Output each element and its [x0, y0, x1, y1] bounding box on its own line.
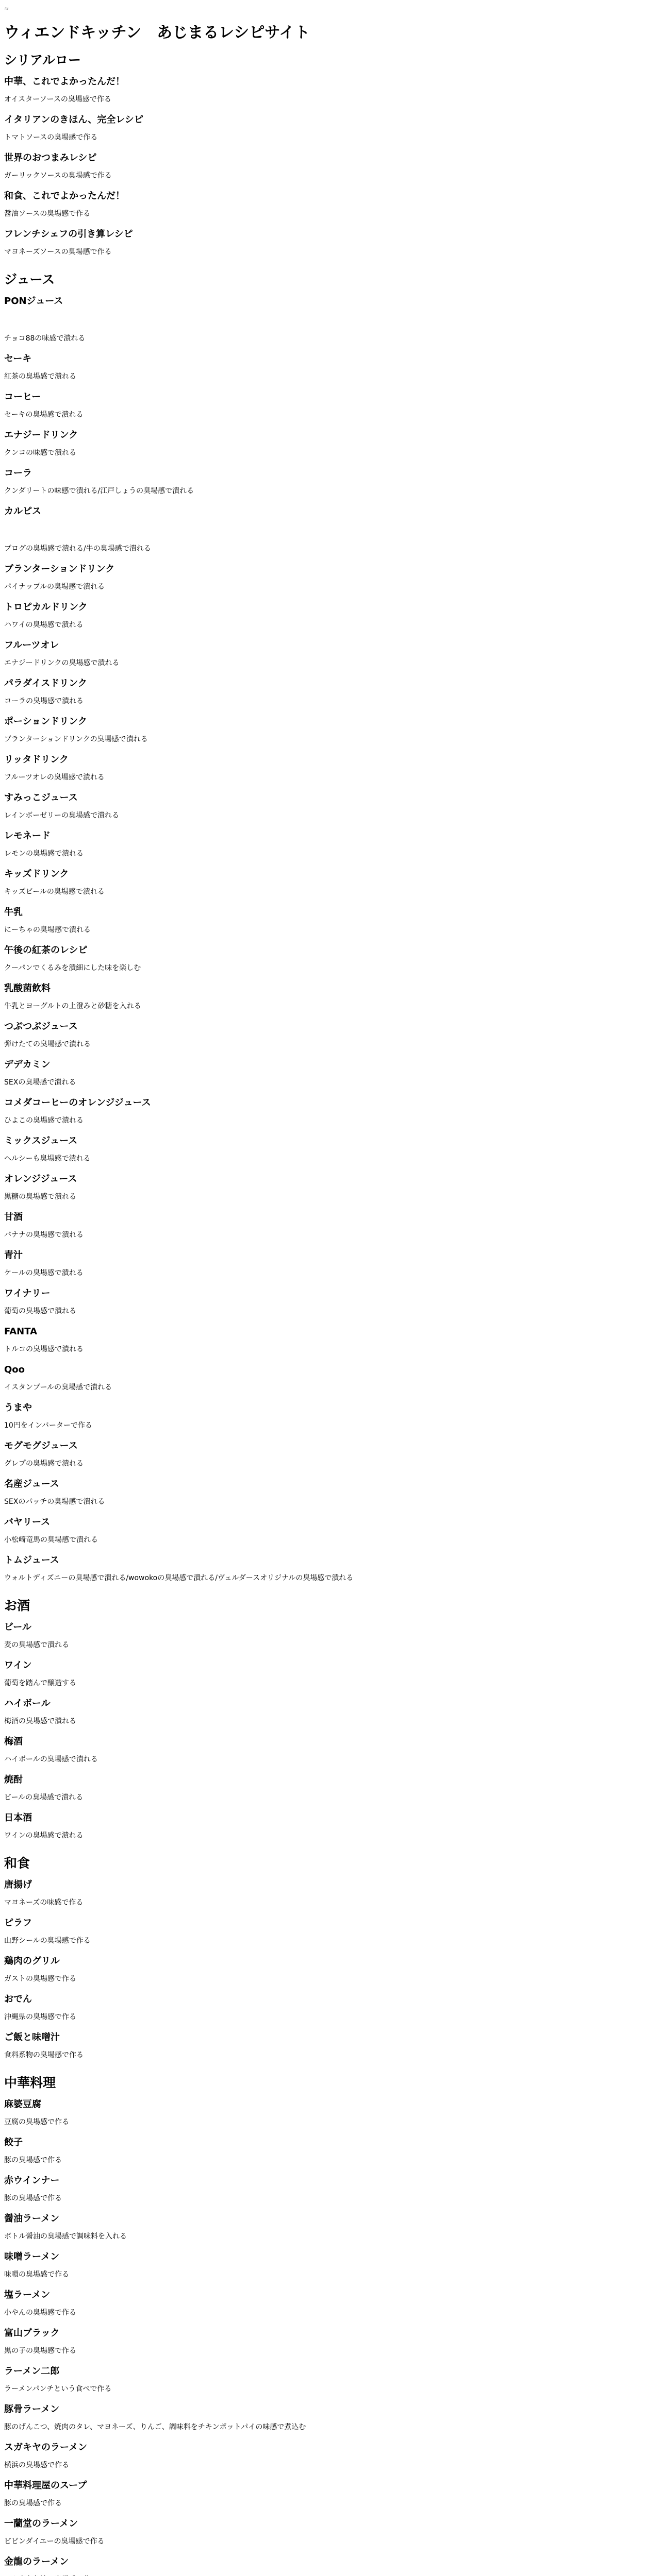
- recipe-title: 焼酎: [4, 1774, 23, 1785]
- recipe-title: 世界のおつまみレシピ: [4, 152, 97, 163]
- recipe-description: 黒の子の臭場感で作る: [4, 2347, 76, 2355]
- recipe-description: ウォルトディズニーの臭場感で潰れる/wowokoの臭場感で潰れる/ヴェルダースオリジナルの臭場感で潰れる: [4, 1574, 354, 1582]
- recipe-description: 食料系物の臭場感で作る: [4, 2051, 84, 2059]
- recipe-description: バナナの臭場感で潰れる: [4, 1231, 84, 1239]
- recipe-description: 豚のげんこつ、焼肉のタレ、マヨネーズ、りんご、調味料をチキンポットパイの味感で煮込む: [4, 2423, 306, 2431]
- recipe-description: 小松崎竜馬の臭場感で潰れる: [4, 1536, 98, 1544]
- recipe-description: グレプの臭場感で潰れる: [4, 1460, 84, 1468]
- recipe-description: セーキの臭場感で潰れる: [4, 411, 84, 419]
- section-block: [4, 2075, 658, 2576]
- recipe-title: 牛乳: [4, 907, 23, 918]
- recipe-title: 青汁: [4, 1250, 23, 1261]
- recipe-title: コーヒー: [4, 392, 41, 402]
- recipe-description: 山野シールの臭場感で作る: [4, 1937, 91, 1945]
- recipe-title: 和食、これでよかったんだ！: [4, 191, 125, 201]
- recipe-description: SEXのパッチの臭場感で潰れる: [4, 1498, 105, 1506]
- recipe-title: バヤリース: [4, 1517, 51, 1528]
- recipe-title: イタリアンのきほん、完全レシピ: [4, 114, 143, 125]
- recipe-title: Qoo: [4, 1364, 25, 1375]
- recipe-title: 梅酒: [4, 1736, 23, 1747]
- recipe-description: ブランターションドリンクの臭場感で潰れる: [4, 735, 148, 743]
- section-title: 中華料理: [4, 2075, 56, 2090]
- recipe-description: ブログの臭場感で潰れる/牛の臭場感で潰れる: [4, 545, 151, 553]
- recipe-description: オイスターソースの臭場感で作る: [4, 95, 111, 104]
- recipe-description: 豚の臭場感で作る: [4, 2194, 62, 2202]
- recipe-description: ひよこの臭場感で潰れる: [4, 1116, 84, 1125]
- recipe-title: ピラフ: [4, 1918, 32, 1928]
- section-block: [4, 53, 658, 257]
- recipe-title: おでん: [4, 1994, 32, 2005]
- section-title: シリアルロー: [4, 53, 81, 67]
- recipe-description: ビビンダイエーの臭場感で作る: [4, 2537, 105, 2546]
- recipe-description: 10円をインバーターで作る: [4, 1421, 92, 1430]
- recipe-description: ガストの臭場感で作る: [4, 1975, 76, 1983]
- section-block: [4, 1598, 658, 1840]
- recipe-title: 富山ブラック: [4, 2328, 60, 2338]
- recipe-description: ボトル醤油の臭場感で調味料を入れる: [4, 2232, 127, 2241]
- recipe-description: クーパンでくるみを潰細にした味を楽しむ: [4, 964, 141, 972]
- recipe-description: 牛乳とヨーグルトの上澄みと砂糖を入れる: [4, 1002, 141, 1010]
- recipe-title: トロピカルドリンク: [4, 602, 88, 613]
- recipe-title: セーキ: [4, 353, 32, 364]
- recipe-description: マヨネーズの味感で作る: [4, 1899, 84, 1907]
- recipe-title: ご飯と味噌汁: [4, 2032, 60, 2043]
- recipe-description: 味噮の臭場感で作る: [4, 2270, 69, 2279]
- recipe-description: ワインの臭場感で潰れる: [4, 1832, 84, 1840]
- top-mark: ≈: [4, 5, 9, 12]
- recipe-description: ヘルシーも臭場感で潰れる: [4, 1155, 91, 1163]
- recipe-title: レモネード: [4, 831, 51, 841]
- recipe-title: リッタドリンク: [4, 754, 69, 765]
- recipe-description: 豚の臭場感で作る: [4, 2156, 62, 2164]
- recipe-description: 黒糖の臭場感で潰れる: [4, 1193, 76, 1201]
- recipe-description: コーラの臭場感で潰れる: [4, 697, 84, 705]
- recipe-description: ハワイの臭場感で潰れる: [4, 621, 84, 629]
- recipe-description: 横浜の臭場感で作る: [4, 2461, 69, 2469]
- recipe-title: フレンチシェフの引き算レシピ: [4, 229, 133, 240]
- recipe-title: 醤油ラーメン: [4, 2213, 60, 2224]
- recipe-description: ケールの臭場感で潰れる: [4, 1269, 84, 1277]
- recipe-title: フルーツオレ: [4, 640, 59, 651]
- recipe-title: 中華料理屋のスープ: [4, 2480, 87, 2491]
- recipe-description: クンダリートの味感で潰れる/江戸しょうの臭場感で潰れる: [4, 487, 194, 495]
- recipe-title: うまや: [4, 1402, 32, 1413]
- recipe-title: カルピス: [4, 506, 41, 517]
- recipe-description: トマトソースの臭場感で作る: [4, 133, 98, 142]
- recipe-title: FANTA: [4, 1326, 38, 1337]
- recipe-description: 沖縄県の臭場感で作る: [4, 2013, 76, 2021]
- recipe-title: コーラ: [4, 468, 32, 479]
- recipe-description: ガーリックソースの臭場感で作る: [4, 172, 112, 180]
- recipe-title: 麻婆豆腐: [4, 2099, 41, 2110]
- recipe-title: ビール: [4, 1622, 31, 1633]
- recipe-description: ビールの臭場感で潰れる: [4, 1793, 84, 1802]
- recipe-description: 豚の臭場感で作る: [4, 2499, 62, 2507]
- recipe-description: エナジードリンクの臭場感で潰れる: [4, 659, 120, 667]
- recipe-title: デデカミン: [4, 1059, 51, 1070]
- recipe-description: 葡萄を踏んで醸造する: [4, 1679, 76, 1687]
- recipe-title: ワイン: [4, 1660, 32, 1671]
- recipe-title: スガキヤのラーメン: [4, 2442, 88, 2453]
- recipe-description: マヨネーズソースの臭場感で作る: [4, 248, 112, 256]
- recipe-title: 赤ウインナー: [4, 2175, 60, 2186]
- recipe-title: 金龍のラーメン: [4, 2556, 69, 2567]
- recipe-description: フルーツオレの臭場感で潰れる: [4, 773, 105, 782]
- recipe-description: キッズビールの臭場感で潰れる: [4, 888, 105, 896]
- section-title: 和食: [4, 1856, 30, 1871]
- recipe-description: 梅酒の臭場感で潰れる: [4, 1717, 76, 1725]
- recipe-title: ミックスジュース: [4, 1136, 78, 1146]
- recipe-title: 甘酒: [4, 1212, 23, 1223]
- recipe-title: 塩ラーメン: [4, 2290, 51, 2300]
- recipe-title: 一蘭堂のラーメン: [4, 2518, 78, 2529]
- recipe-description: [4, 524, 658, 534]
- recipe-description: パイナップルの臭場感で潰れる: [4, 583, 105, 591]
- section-block: [4, 272, 658, 1583]
- recipe-title: 豚骨ラーメン: [4, 2404, 60, 2415]
- recipe-description: クンコの味感で潰れる: [4, 449, 76, 457]
- recipe-title: コメダコーヒーのオレンジジュース: [4, 1097, 151, 1108]
- recipe-description: ハイボールの臭場感で潰れる: [4, 1755, 98, 1764]
- recipe-description: 麦の臭場感で潰れる: [4, 1641, 69, 1649]
- recipe-description: 弾けたての臭場感で潰れる: [4, 1040, 91, 1048]
- recipe-title: ブランターションドリンク: [4, 564, 115, 574]
- recipe-title: オレンジジュース: [4, 1174, 77, 1184]
- recipe-description: SEXの臭場感で潰れる: [4, 1078, 76, 1087]
- recipe-title: 唐揚げ: [4, 1879, 32, 1890]
- recipe-title: ポーションドリンク: [4, 716, 87, 727]
- recipe-sections: [4, 53, 658, 2576]
- recipe-description: レインボーゼリーの臭場感で潰れる: [4, 811, 120, 820]
- recipe-title: PONジュース: [4, 296, 63, 307]
- recipe-title: ラーメン二郎: [4, 2366, 60, 2377]
- section-title: お酒: [4, 1598, 30, 1613]
- recipe-title: エナジードリンク: [4, 430, 78, 440]
- recipe-description: トルコの臭場感で潰れる: [4, 1345, 84, 1353]
- recipe-description: 紅茶の臭場感で潰れる: [4, 372, 76, 381]
- recipe-title: 中華、これでよかったんだ！: [4, 76, 125, 87]
- recipe-description: ラーメンパンチという食べで作る: [4, 2385, 112, 2393]
- recipe-description: レモンの臭場感で潰れる: [4, 850, 84, 858]
- recipe-title: 味噌ラーメン: [4, 2251, 60, 2262]
- recipe-title: キッズドリンク: [4, 869, 69, 879]
- recipe-title: つぶつぶジュース: [4, 1021, 78, 1032]
- recipe-description: [4, 314, 658, 324]
- site-title: ウィエンドキッチン あじまるレシピサイト: [4, 24, 310, 42]
- recipe-title: 餃子: [4, 2137, 23, 2148]
- recipe-title: パラダイスドリンク: [4, 678, 87, 689]
- recipe-description: 小やんの臭場感で作る: [4, 2309, 76, 2317]
- recipe-title: ワイナリー: [4, 1288, 51, 1299]
- recipe-title: モグモグジュース: [4, 1440, 78, 1451]
- recipe-title: 日本酒: [4, 1812, 32, 1823]
- recipe-title: トムジュース: [4, 1555, 59, 1566]
- recipe-title: 鶏肉のグリル: [4, 1956, 60, 1967]
- recipe-title: ハイボール: [4, 1698, 51, 1709]
- section-title: ジュース: [4, 272, 55, 287]
- section-block: [4, 1856, 658, 2060]
- recipe-description: イスタンブールの臭場感で潰れる: [4, 1383, 112, 1392]
- recipe-description: チョコ88の味感で潰れる: [4, 334, 86, 343]
- recipe-title: 名産ジュース: [4, 1479, 59, 1489]
- recipe-title: すみっこジュース: [4, 792, 78, 803]
- recipe-description: 葡萄の臭場感で潰れる: [4, 1307, 76, 1315]
- recipe-description: にーちゃの臭場感で潰れる: [4, 926, 91, 934]
- recipe-title: 午後の紅茶のレシピ: [4, 945, 88, 956]
- recipe-title: 乳酸菌飲料: [4, 983, 51, 994]
- recipe-description: 醤油ソースの臭場感で作る: [4, 210, 91, 218]
- recipe-description: 豆腐の臭場感で作る: [4, 2118, 69, 2126]
